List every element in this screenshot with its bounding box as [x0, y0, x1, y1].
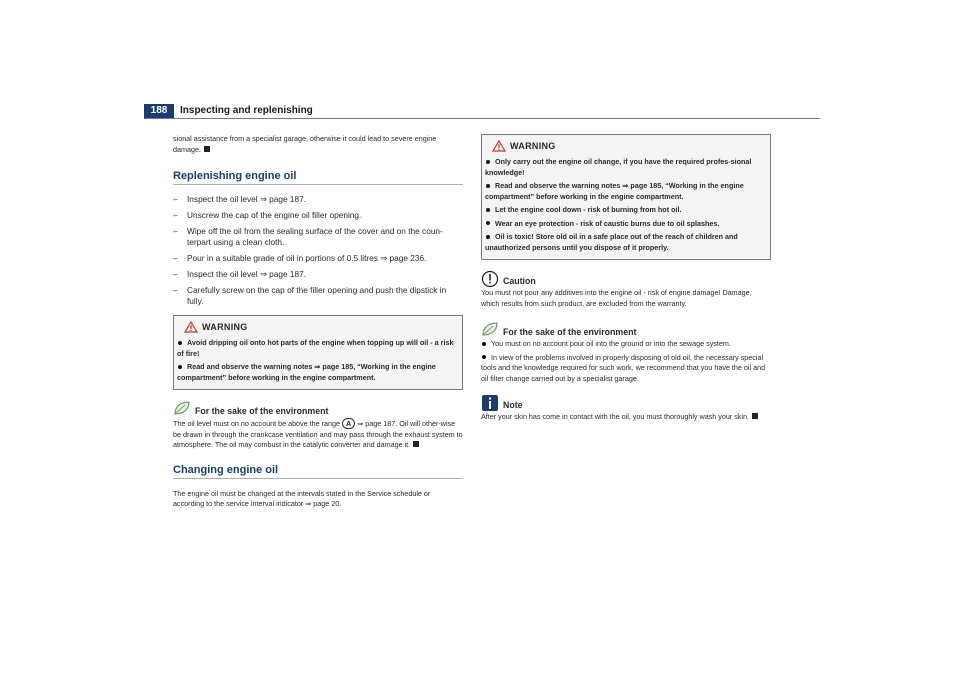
header-rule — [144, 118, 820, 119]
environment-title: For the sake of the environment — [503, 327, 637, 337]
warning-item: Avoid dripping oil onto hot parts of the engine when topping up will oil - a risk of fire! — [177, 338, 454, 358]
warning-item: Only carry out the engine oil change, if you have the required profes-sional knowledge! — [485, 157, 752, 177]
leaf-icon — [173, 400, 191, 416]
warning-triangle-icon — [184, 321, 198, 333]
environment-heading — [481, 321, 771, 339]
exclamation-circle-icon — [481, 270, 499, 288]
environment-list — [481, 339, 771, 384]
end-mark-icon — [752, 413, 758, 419]
caution-paragraph: You must not pour any additives into the engine oil - risk of engine damage! Damage, which results from such product, are excluded from the warranty. — [481, 288, 752, 308]
warning-title: WARNING — [510, 141, 556, 151]
bullet-icon — [486, 221, 490, 225]
end-mark-icon — [413, 441, 419, 447]
bullet-icon — [178, 341, 182, 345]
list-item: – Inspect the oil level ⇒ page 187. — [173, 194, 307, 204]
note-heading — [481, 394, 771, 412]
changing-paragraph: The engine oil must be changed at the intervals stated in the Service schedule or according to the service interval indicator ⇒ page 20. — [173, 488, 431, 508]
warning-box — [173, 315, 463, 390]
bullet-icon — [486, 160, 490, 164]
bullet-icon — [486, 208, 490, 212]
warning-item: Oil is toxic! Store old oil in a safe place out of the reach of children and unauthorized persons until you dispose of it properly. — [485, 232, 738, 252]
list-item: – Pour in a suitable grade of oil in portions of 0.5 litres ⇒ page 236. — [173, 253, 427, 263]
bullet-icon — [486, 235, 490, 239]
section-title-changing: Changing engine oil — [173, 463, 463, 479]
component-badge: A — [342, 418, 355, 429]
list-item: – Unscrew the cap of the engine oil filler opening. — [173, 210, 362, 220]
list-item: – Wipe off the oil from the sealing surface of the cover and on the coun-terpart using a clean cloth. — [173, 226, 443, 247]
right-column — [481, 134, 771, 423]
warning-title: WARNING — [202, 322, 248, 332]
environment-paragraph: The oil level must on no account be above the range A ⇒ page 187. Oil will other-wise be drawn in through the crankcase ventilation and may pass through the exhaust system to atmosphere. The oil may combust in the catalytic converter and damage it. — [173, 419, 463, 449]
warning-triangle-icon — [492, 140, 506, 152]
page-number: 188 — [144, 104, 174, 118]
running-title: Inspecting and replenishing — [180, 105, 313, 116]
page-header — [144, 104, 820, 118]
warning-item: Read and observe the warning notes ⇒ page 185, “Working in the engine compartment” before working in the engine compartment. — [177, 362, 436, 382]
list-item: In view of the problems involved in properly disposing of old oil, the necessary special tools and the knowledge required for such work, we recommend that you have the oil and oil filter change carried out by a specialist garage. — [481, 352, 766, 383]
note-title: Note — [503, 400, 523, 410]
info-icon — [481, 394, 499, 412]
warning-item: Wear an eye protection - risk of caustic burns due to oil splashes. — [485, 219, 766, 230]
intro-paragraph: sional assistance from a specialist garage, otherwise it could lead to severe engine damage. — [173, 134, 437, 154]
caution-heading — [481, 270, 771, 288]
warning-box — [481, 134, 771, 260]
list-item: – Carefully screw on the cap of the filler opening and push the dipstick in fully. — [173, 285, 447, 306]
note-paragraph: After your skin has come in contact with the oil, you must thoroughly wash your skin. — [481, 412, 771, 423]
end-mark-icon — [204, 146, 210, 152]
bullet-icon — [482, 342, 486, 346]
step-list — [173, 194, 463, 307]
list-item: – Inspect the oil level ⇒ page 187. — [173, 269, 307, 279]
bullet-icon — [178, 365, 182, 369]
section-title-replenishing: Replenishing engine oil — [173, 169, 463, 185]
warning-item: Let the engine cool down - risk of burning from hot oil. — [485, 205, 766, 216]
caution-title: Caution — [503, 276, 536, 286]
left-column — [173, 134, 463, 510]
list-item: You must on no account pour oil into the ground or into the sewage system. — [481, 339, 771, 350]
bullet-icon — [482, 355, 486, 359]
environment-title: For the sake of the environment — [195, 406, 329, 416]
leaf-icon — [481, 321, 499, 337]
warning-item: Read and observe the warning notes ⇒ page 185, “Working in the engine compartment” before working in the engine compartment. — [485, 181, 744, 201]
environment-heading — [173, 400, 463, 418]
bullet-icon — [486, 184, 490, 188]
